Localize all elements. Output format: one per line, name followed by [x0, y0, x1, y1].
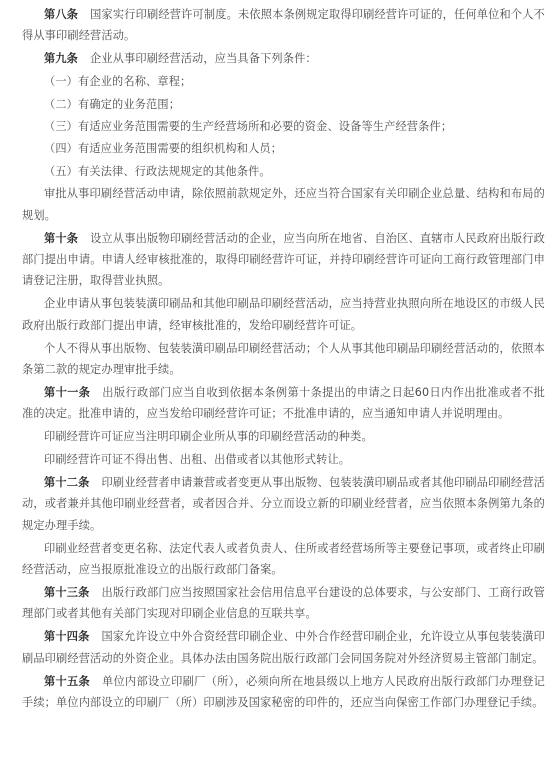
paragraph-text: 印刷经营许可证应当注明印刷企业所从事的印刷经营活动的种类。 — [44, 430, 373, 444]
article-number: 第十四条 — [44, 630, 90, 644]
list-item — [22, 94, 545, 115]
paragraph-text: （五）有关法律、行政法规规定的其他条件。 — [44, 164, 271, 178]
article-number: 第八条 — [44, 8, 79, 21]
paragraph — [22, 293, 545, 336]
paragraph-text: 审批从事印刷经营活动申请，除依照前款规定外，还应当符合国家有关印刷企业总量、结构和布局的规划。 — [22, 187, 545, 222]
paragraph-text: 设立从事出版物印刷经营活动的企业，应当向所在地省、自治区、直辖市人民政府出版行政部门提出申请。申请人经审核批准的，取得印刷经营许可证，并持印刷经营许可证向工商行政管理部门申请登记注册，取得营业执照。 — [22, 231, 545, 288]
paragraph-text: （四）有适应业务范围需要的组织机构和人员； — [44, 142, 283, 156]
list-item — [22, 116, 545, 137]
list-item — [22, 161, 545, 182]
paragraph — [22, 472, 545, 536]
paragraph — [22, 183, 545, 226]
article-number: 第十一条 — [44, 385, 91, 399]
paragraph-text: 出版行政部门应当自收到依据本条例第十条提出的申请之日起60日内作出批准或者不批准的决定。批准申请的，应当发给印刷经营许可证；不批准申请的，应当通知申请人并说明理由。 — [22, 385, 545, 421]
paragraph-text: 国家实行印刷经营许可制度。未依照本条例规定取得印刷经营许可证的，任何单位和个人不得从事印刷经营活动。 — [22, 8, 545, 43]
article-number: 第十条 — [44, 231, 79, 245]
paragraph-text: 出版行政部门应当按照国家社会信用信息平台建设的总体要求，与公安部门、工商行政管理部门或者其他有关部门实现对印刷企业信息的互联共享。 — [22, 586, 545, 621]
paragraph-text: 国家允许设立中外合资经营印刷企业、中外合作经营印刷企业，允许设立从事包装装潢印刷品印刷经营活动的外资企业。具体办法由国务院出版行政部门会同国务院对外经济贸易主管部门制定。 — [22, 630, 545, 665]
paragraph-text: 企业申请从事包装装潢印刷品和其他印刷品印刷经营活动，应当持营业执照向所在地设区的市级人民政府出版行政部门提出申请，经审核批准的，发给印刷经营许可证。 — [22, 297, 545, 332]
list-item — [22, 71, 545, 92]
paragraph-text: 企业从事印刷经营活动，应当具备下列条件： — [90, 52, 317, 66]
paragraph-text: 印刷经营许可证不得出售、出租、出借或者以其他形式转让。 — [44, 453, 351, 467]
article-number: 第九条 — [44, 52, 79, 66]
paragraph — [22, 338, 545, 381]
paragraph-text: （一）有企业的名称、章程； — [44, 75, 192, 89]
paragraph-text: 印刷业经营者变更名称、法定代表人或者负责人、住所或者经营场所等主要登记事项，或者终止印刷经营活动，应当报原批准设立的出版行政部门备案。 — [22, 541, 545, 577]
paragraph — [22, 582, 545, 625]
paragraph — [22, 538, 545, 581]
paragraph — [22, 382, 545, 425]
list-item — [22, 138, 545, 159]
paragraph-text: 印刷业经营者申请兼营或者变更从事出版物、包装装潢印刷品或者其他印刷品印刷经营活动，或者兼并其他印刷业经营者，或者因合并、分立而设立新的印刷业经营者，应当依照本条例第九条的规定办理手续。 — [22, 476, 545, 532]
paragraph-text: （二）有确定的业务范围； — [44, 97, 181, 111]
paragraph — [22, 48, 545, 69]
paragraph-text: （三）有适应业务范围需要的生产经营场所和必要的资金、设备等生产经营条件； — [44, 120, 453, 134]
paragraph — [22, 449, 545, 470]
article-number: 第十三条 — [44, 586, 90, 600]
paragraph — [22, 626, 545, 669]
paragraph-text: 个人不得从事出版物、包装装潢印刷品印刷经营活动；个人从事其他印刷品印刷经营活动的，依照本条第二款的规定办理审批手续。 — [22, 341, 545, 376]
paragraph — [22, 426, 545, 447]
paragraph — [22, 228, 545, 292]
paragraph — [22, 671, 545, 714]
article-number: 第十二条 — [44, 476, 90, 490]
paragraph — [22, 4, 545, 47]
paragraph-text: 单位内部设立印刷厂（所），必须向所在地县级以上地方人民政府出版行政部门办理登记手续；单位内部设立的印刷厂（所）印刷涉及国家秘密的印件的，还应当向保密工作部门办理登记手续。 — [22, 674, 545, 710]
article-number: 第十五条 — [44, 674, 91, 688]
